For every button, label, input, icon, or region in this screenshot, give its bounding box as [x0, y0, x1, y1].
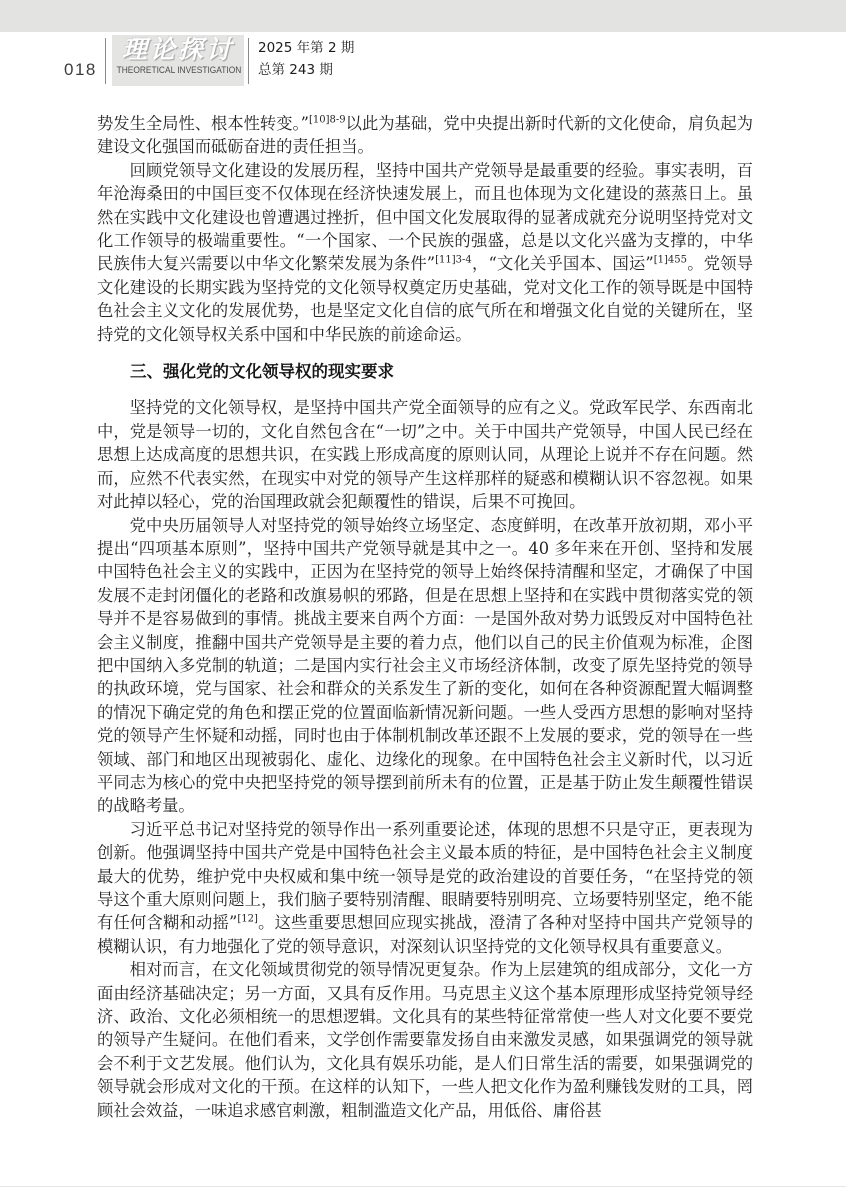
header-divider-left	[105, 38, 106, 84]
citation-ref: [1]455	[653, 255, 688, 267]
scan-bottom-edge	[0, 1186, 846, 1187]
section-heading: 三、强化党的文化领导权的现实要求	[130, 362, 394, 382]
issue-info	[258, 37, 354, 81]
citation-ref: [11]3-4	[435, 255, 472, 267]
journal-logo-english: THEORETICAL INVESTIGATION	[116, 65, 242, 75]
paragraph: 习近平总书记对坚持党的领导作出一系列重要论述，体现的思想不只是守正，更表现为创新。他强调坚持中国共产党是中国特色社会主义最本质的特征，是中国特色社会主义制度最大的优势，维护党中央权威和集中统一领导是党的政治建设的首要任务，“在坚持党的领导这个重大原则问题上，我们脑子要特别清醒、眼睛要特别明亮、立场要特别坚定，绝不能有任何含糊和动摇”[12]。这些重要思想回应现实挑战，澄清了各种对坚持中国共产党领导的模糊认识，有力地强化了党的领导意识，对深刻认识坚持党的文化领导权具有重要意义。	[97, 819, 753, 956]
journal-logo	[112, 35, 244, 86]
citation-ref: [12]	[237, 913, 258, 925]
journal-header	[0, 35, 846, 87]
header-divider-right	[248, 38, 249, 84]
scan-top-band	[0, 0, 846, 32]
journal-logo-chinese: 理论探讨	[121, 35, 234, 64]
page-number: 018	[64, 60, 97, 79]
issue-total: 总第 243 期	[258, 62, 333, 78]
paragraph: 势发生全局性、根本性转变。”$^{[10]8-9}$以此为基础，党中央提出新时代新的文化使命，肩负起为建设文化强国而砥砺奋进的责任担当。	[97, 114, 753, 157]
article-body	[97, 112, 753, 1122]
citation-ref: [10]8-9	[309, 114, 346, 126]
paragraph: 相对而言，在文化领域贯彻党的领导情况更复杂。作为上层建筑的组成部分，文化一方面由经济基础决定；另一方面，又具有反作用。马克思主义这个基本原理形成坚持党领导经济、政治、文化必须相统一的思想逻辑。文化具有的某些特征常常使一些人对文化要不要党的领导产生疑问。在他们看来，文学创作需要靠发扬自由来激发灵感，如果强调党的领导就会不利于文艺发展。他们认为，文化具有娱乐功能，是人们日常生活的需要，如果强调党的领导就会形成对文化的干预。在这样的认知下，一些人把文化作为盈利赚钱发财的工具，罔顾社会效益，一味追求感官刺激，粗制滥造文化产品，用低俗、庸俗甚	[97, 960, 753, 1120]
paragraph: 坚持党的文化领导权，是坚持中国共产党全面领导的应有之义。党政军民学、东西南北中，党是领导一切的，文化自然包含在“一切”之中。关于中国共产党领导，中国人民已经在思想上达成高度的思想共识，在实践上形成高度的原则认同，从理论上说并不存在问题。然而，应然不代表实然，在现实中对党的领导产生这样那样的疑惑和模糊认识不容忽视。如果对此掉以轻心，党的治国理政就会犯颠覆性的错误，后果不可挽回。	[97, 398, 753, 512]
paragraph: 党中央历届领导人对坚持党的领导始终立场坚定、态度鲜明，在改革开放初期，邓小平提出“四项基本原则”，坚持中国共产党领导就是其中之一。40 多年来在开创、坚持和发展中国特色社会主义的实践中，正因为在坚持党的领导上始终保持清醒和坚定，才确保了中国发展不走封闭僵化的老路和改旗易帜的邪路，但是在思想上坚持和在实践中贯彻落实党的领导并不是容易做到的事情。挑战主要来自两个方面：一是国外敌对势力诋毁反对中国特色社会主义制度，推翻中国共产党领导是主要的着力点，他们以自己的民主价值观为标准，企图把中国纳入多党制的轨道；二是国内实行社会主义市场经济体制，改变了原先坚持党的领导的执政环境，党与国家、社会和群众的关系发生了新的变化，如何在各种资源配置大幅调整的情况下确定党的角色和摆正党的位置面临新情况新问题。一些人受西方思想的影响对坚持党的领导产生怀疑和动摇，同时也由于体制机制改革还跟不上发展的要求，党的领导在一些领域、部门和地区出现被弱化、虚化、边缘化的现象。在中国特色社会主义新时代，以习近平同志为核心的党中央把坚持党的领导摆到前所未有的位置，正是基于防止发生颠覆性错误的战略考量。	[97, 515, 753, 816]
issue-number: 2025 年第 2 期	[258, 40, 355, 56]
paragraph: 回顾党领导文化建设的发展历程，坚持中国共产党领导是最重要的经验。事实表明，百年沧海桑田的中国巨变不仅体现在经济快速发展上，而且也体现为文化建设的蒸蒸日上。虽然在实践中文化建设也曾遭遇过挫折，但中国文化发展取得的显著成就充分说明坚持党对文化工作领导的极端重要性。“一个国家、一个民族的强盛，总是以文化兴盛为支撑的，中华民族伟大复兴需要以中华文化繁荣发展为条件”$^{[11]3-4}$，“文化关乎国本、国运”$^{[1]455}$。党领导文化建设的长期实践为坚持党的文化领导权奠定历史基础，党对文化工作的领导既是中国特色社会主义文化的发展优势，也是坚定文化自信的底气所在和增强文化自觉的关键所在，坚持党的文化领导权关系中国和中华民族的前途命运。	[97, 160, 753, 344]
